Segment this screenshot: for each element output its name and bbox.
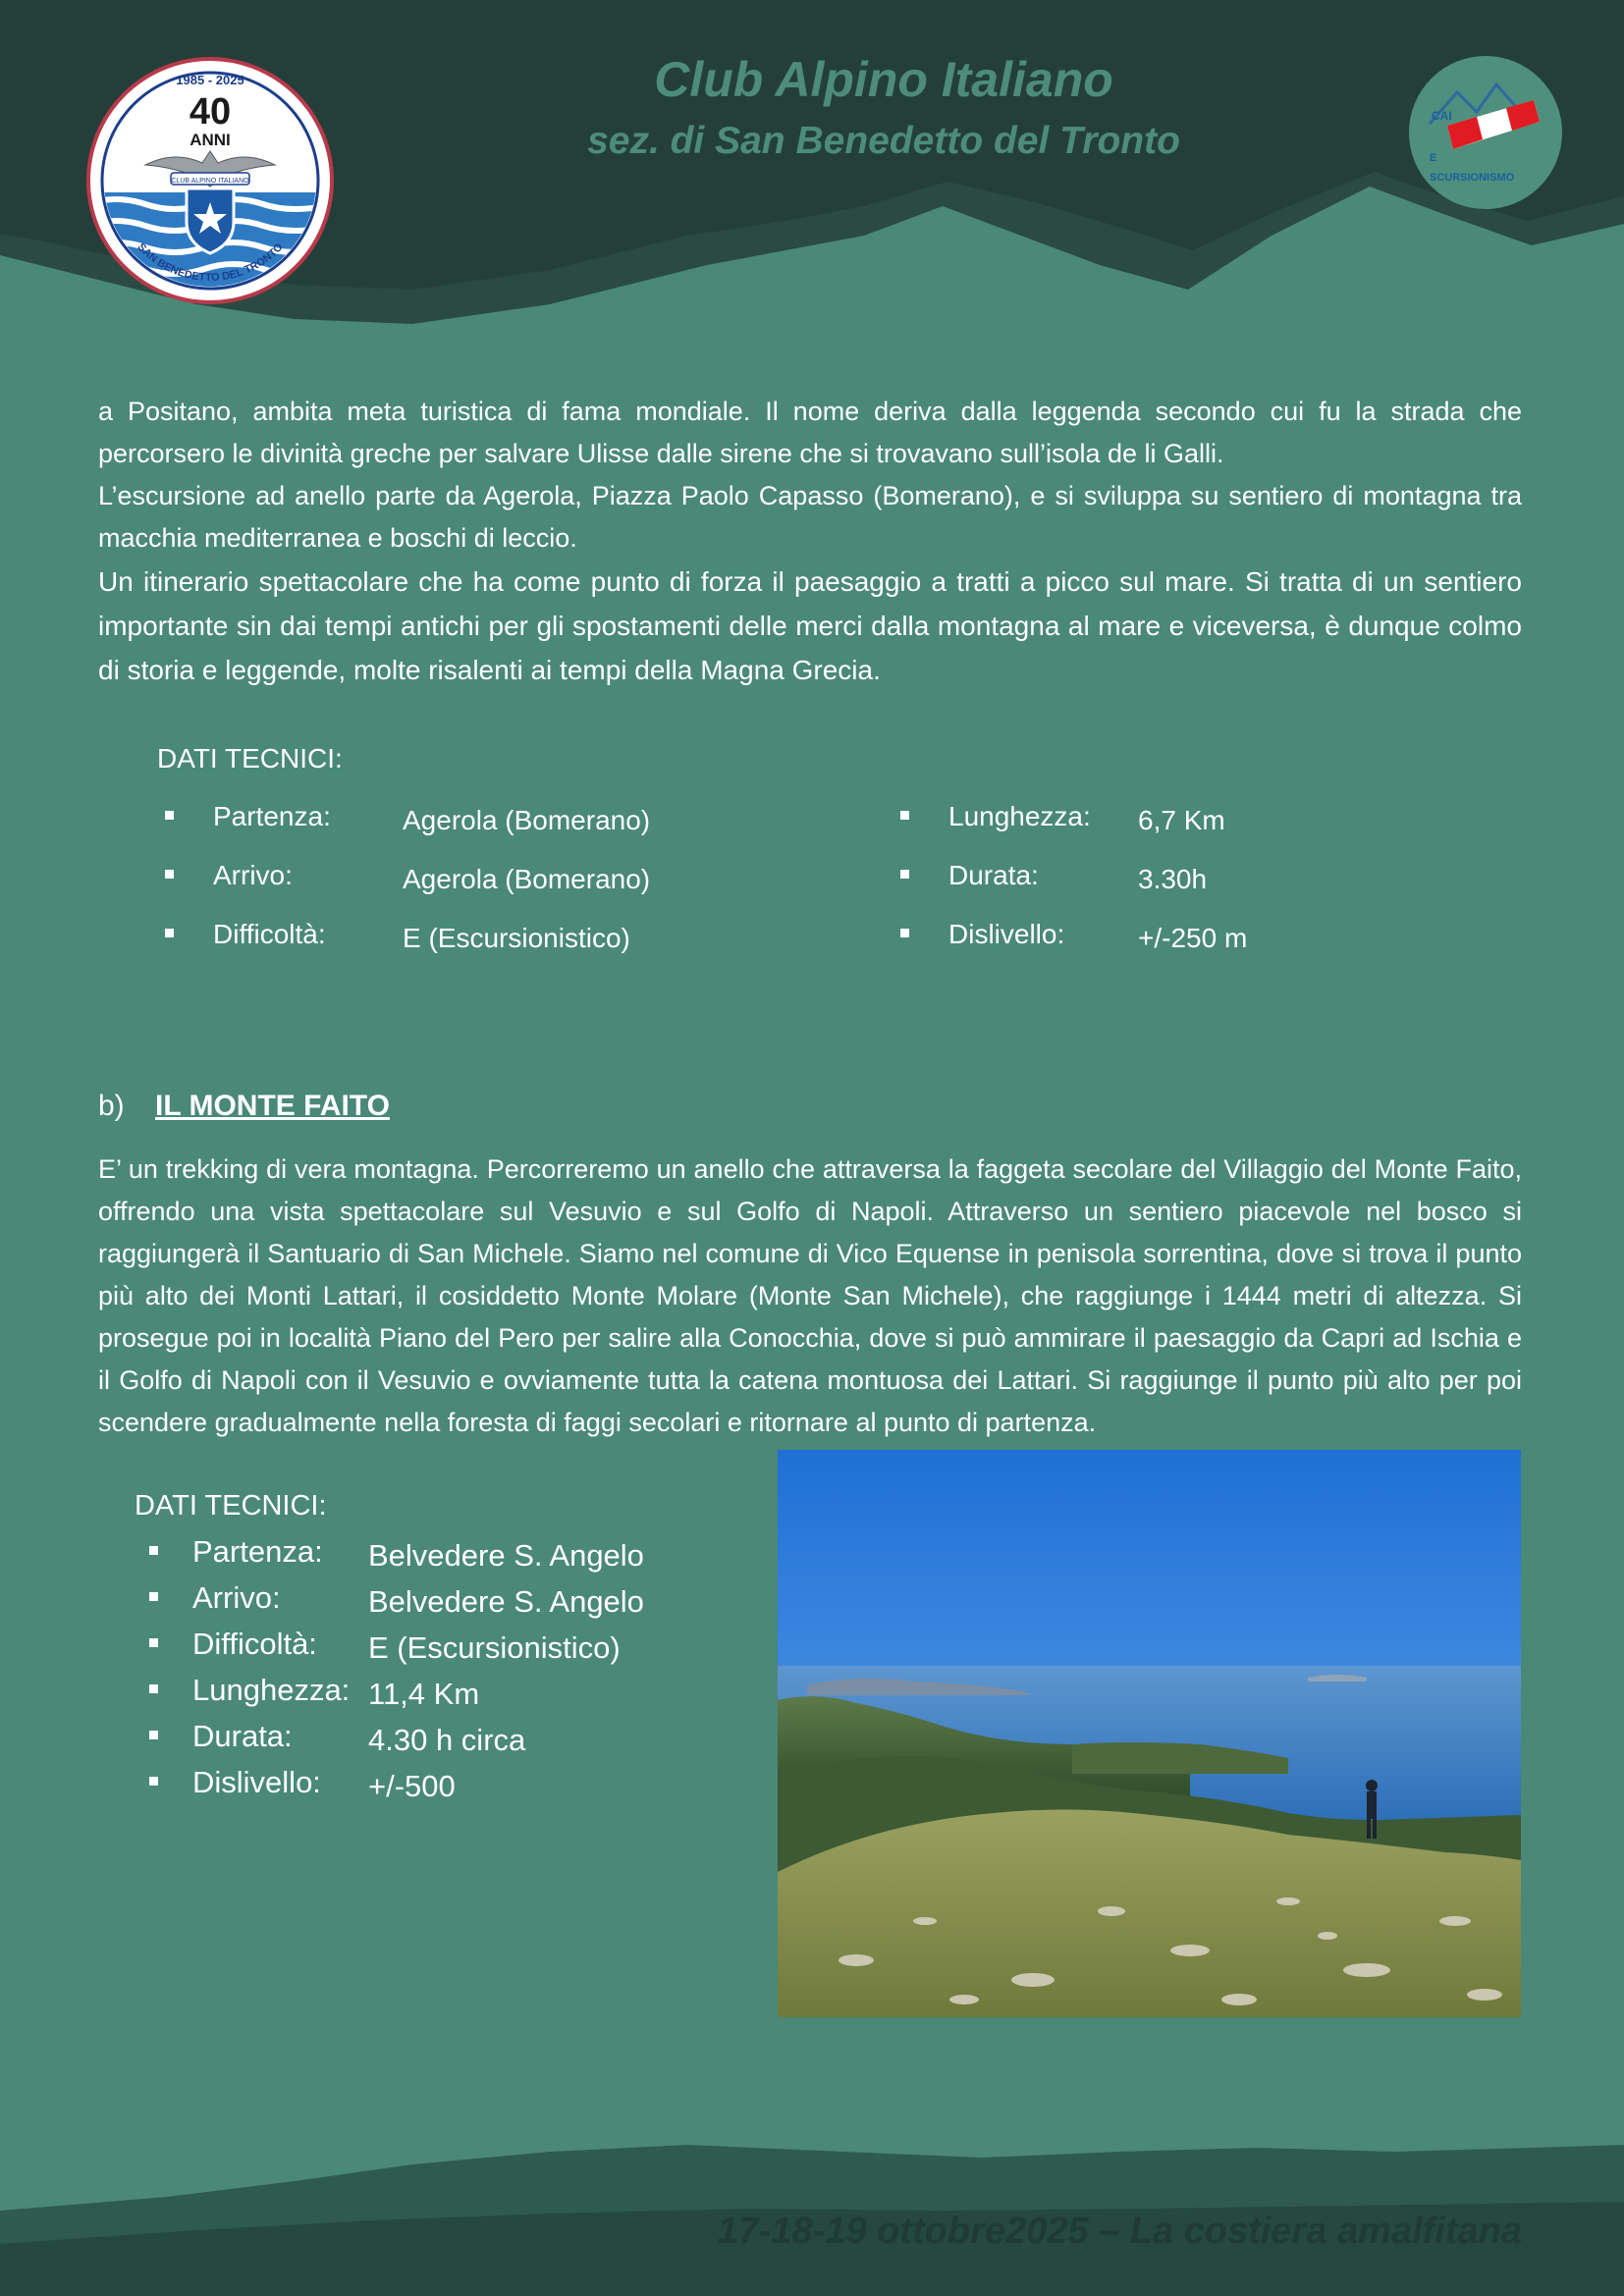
footer-text: 17-18-19 ottobre2025 – La costiera amalfitana: [717, 2211, 1522, 2252]
tech-value: 3.30h: [1138, 864, 1208, 894]
tech-value: 6,7 Km: [1138, 805, 1225, 835]
section-letter: b): [98, 1090, 125, 1122]
header-title: Club Alpino Italiano: [654, 52, 1113, 107]
tech-label: Lunghezza:: [948, 801, 1091, 831]
tech-value: 4.30 h circa: [368, 1723, 526, 1757]
bullet-icon: [149, 1684, 158, 1693]
bullet-icon: [165, 811, 174, 820]
tech-label: Partenza:: [192, 1534, 323, 1569]
logo-band-text: CLUB ALPINO ITALIANO: [171, 178, 249, 185]
logo-years: 1985 - 2025: [176, 73, 244, 87]
tech-label: Difficoltà:: [213, 919, 326, 949]
tech-value: 11,4 Km: [368, 1677, 480, 1711]
bullet-icon: [149, 1592, 158, 1601]
intro-paragraph-3: Un itinerario spettacolare che ha come punto di forza il paesaggio a tratti a picco sul mare. Si tratta di un sentiero importante sin dai tempi antichi per gli spostamenti delle merci dalla montagna al mare e viceversa, è dunque colmo di storia e leggende, molte risalenti ai tempi della Magna Grecia.: [98, 566, 1522, 685]
header-subtitle: sez. di San Benedetto del Tronto: [587, 120, 1180, 162]
bullet-icon: [149, 1638, 158, 1647]
tech-item: [149, 1717, 293, 1756]
logo-bottom-text: SAN BENEDETTO DEL TRONTO: [135, 240, 286, 285]
logo-right-cai: CAI: [1432, 109, 1452, 123]
bullet-icon: [149, 1731, 158, 1739]
logo-right-e: E: [1430, 152, 1437, 164]
intro-paragraph-2: L’escursione ad anello parte da Agerola, Piazza Paolo Capasso (Bomerano), e si sviluppa su sentiero di montagna tra macchia mediterranea e boschi di leccio.: [98, 481, 1522, 553]
tech-value: Agerola (Bomerano): [403, 805, 651, 835]
bullet-icon: [900, 870, 909, 879]
tech-value: Belvedere S. Angelo: [368, 1538, 644, 1573]
tech-item: [900, 797, 1091, 836]
tech-label: Lunghezza:: [192, 1673, 351, 1707]
tech-label: Difficoltà:: [192, 1627, 317, 1661]
tech-value: E (Escursionistico): [368, 1630, 621, 1665]
monte-faito-photo: [778, 1450, 1521, 2017]
tech-label: Arrivo:: [213, 860, 293, 890]
tech-data-1-title: DATI TECNICI:: [157, 743, 343, 774]
tech-data-2-title: DATI TECNICI:: [135, 1490, 327, 1522]
tech-value: +/-500: [368, 1769, 456, 1803]
tech-item: [900, 856, 1039, 895]
bullet-icon: [900, 929, 909, 937]
logo-number: 40: [189, 91, 232, 133]
tech-label: Dislivello:: [192, 1765, 321, 1799]
section-b-header: [98, 1090, 390, 1123]
tech-item: [900, 915, 1064, 954]
cai-escursionismo-logo: [1408, 55, 1563, 210]
intro-text: [98, 391, 1522, 692]
bullet-icon: [900, 811, 909, 820]
logo-word: ANNI: [189, 131, 231, 149]
bullet-icon: [165, 870, 174, 879]
tech-item: [165, 915, 326, 954]
tech-item: [149, 1532, 323, 1572]
tech-value: +/-250 m: [1138, 923, 1248, 953]
bullet-icon: [165, 929, 174, 937]
cai-40-anni-logo: [86, 57, 334, 304]
tech-value: Belvedere S. Angelo: [368, 1584, 644, 1619]
bullet-icon: [149, 1777, 158, 1786]
section-b-text: [98, 1148, 1522, 1444]
tech-label: Durata:: [948, 860, 1039, 890]
logo-right-escursionismo: SCURSIONISMO: [1430, 172, 1515, 184]
tech-item: [165, 856, 293, 895]
section-b-paragraph: E’ un trekking di vera montagna. Percorreremo un anello che attraversa la faggeta secolare del Villaggio del Monte Faito, offrendo una vista spettacolare sul Vesuvio e sul Golfo di Napoli. Attraverso un sentiero piacevole nel bosco si raggiungerà il Santuario di San Michele. Siamo nel comune di Vico Equense in penisola sorrentina, dove si trova il punto più alto dei Monti Lattari, il cosiddetto Monte Molare (Monte San Michele), che raggiunge i 1444 metri di altezza. Si prosegue poi in località Piano del Pero per salire alla Conocchia, dove si può ammirare il paesaggio da Capri ad Ischia e il Golfo di Napoli con il Vesuvio e ovviamente tutta la catena montuosa dei Lattari. Si raggiunge il punto più alto per poi scendere gradualmente nella foresta di faggi secolari e ritornare al punto di partenza.: [98, 1154, 1522, 1437]
tech-item: [149, 1625, 317, 1664]
intro-paragraph-1: a Positano, ambita meta turistica di fama mondiale. Il nome deriva dalla leggenda secondo cui fu la strada che percorsero le divinità greche per salvare Ulisse dalle sirene che si trovavano sull’isola de li Galli.: [98, 397, 1522, 468]
tech-value: Agerola (Bomerano): [403, 864, 651, 894]
tech-item: [149, 1763, 321, 1802]
tech-item: [165, 797, 331, 836]
section-heading: IL MONTE FAITO: [155, 1090, 390, 1122]
tech-item: [149, 1578, 281, 1618]
tech-label: Dislivello:: [948, 919, 1065, 949]
tech-value: E (Escursionistico): [403, 923, 630, 953]
tech-label: Arrivo:: [192, 1580, 281, 1615]
tech-item: [149, 1671, 350, 1710]
tech-label: Durata:: [192, 1719, 293, 1753]
bullet-icon: [149, 1546, 158, 1555]
tech-label: Partenza:: [213, 801, 331, 831]
